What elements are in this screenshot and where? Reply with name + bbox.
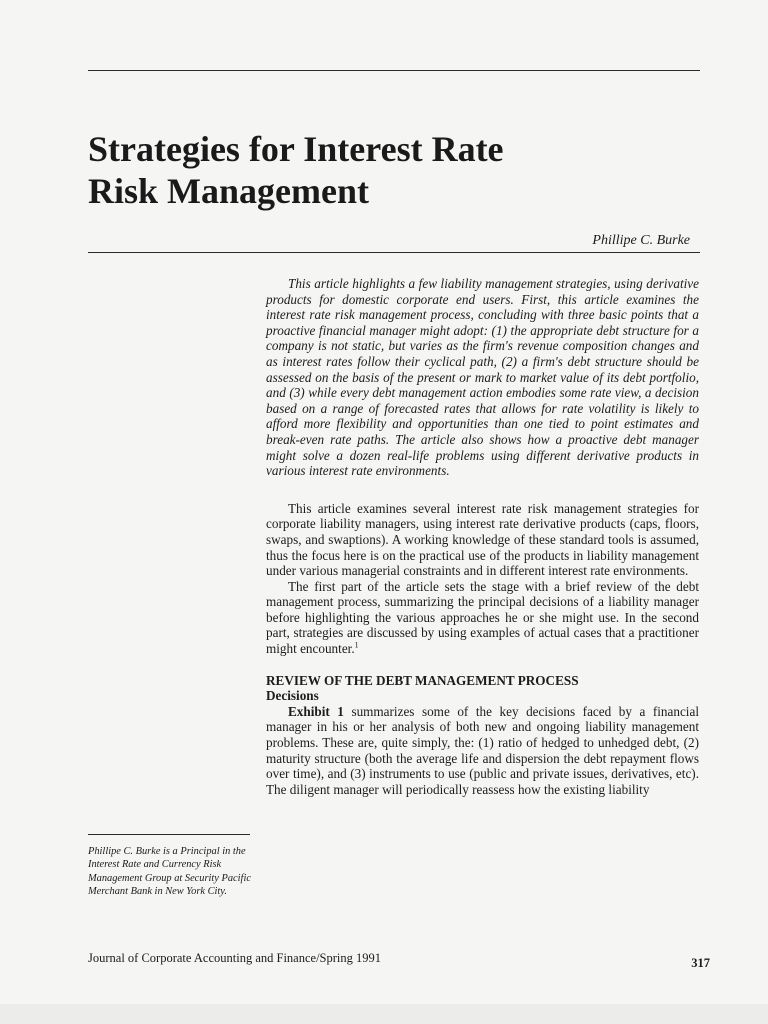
top-rule xyxy=(88,70,700,71)
main-column xyxy=(266,276,699,797)
body-paragraph-2-text: The first part of the article sets the stage with a brief review of the debt management process, summarizing the principal decisions of a liability manager before highlighting the various approaches he or she might use. In the second part, strategies are discussed by using examples of actual cases that a practitioner might encounter. xyxy=(266,578,699,657)
body-paragraph-3-text: summarizes some of the key decisions faced by a financial manager in his or her analysis of both new and ongoing liability management problems. These are, quite simply, the: (1) ratio of hedged to unhedged debt, (2) maturity structure (both the average life and dispersion the debt repayment flows over time), and (3) instruments to use (public and private issues, derivatives, etc). The diligent manager will periodically reassess how the existing liability xyxy=(266,703,699,797)
abstract: This article highlights a few liability management strategies, using derivative products for domestic corporate end users. First, this article examines the interest rate risk management process, concluding with three basic points that a proactive financial manager might adopt: (1) the appropriate debt structure for a company is not static, but varies as the firm's revenue composition changes and as interest rates follow their cyclical path, (2) a firm's debt structure should be assessed on the basis of the present or mark to market value of its debt portfolio, and (3) while every debt management action embodies some rate view, a decision based on a range of forecasted rates that allows for rate volatility is likely to afford more flexibility and opportunities than one tied to point estimates and break-even rate paths. The article also shows how a proactive debt manager might solve a dozen real-life problems using different derivative products in various interest rate environments. xyxy=(266,276,699,479)
author-byline: Phillipe C. Burke xyxy=(592,233,690,248)
article-title xyxy=(88,128,688,212)
title-rule xyxy=(88,252,700,253)
body-paragraph-2 xyxy=(266,579,699,657)
author-bio: Phillipe C. Burke is a Principal in the Interest Rate and Currency Risk Management Group at Security Pacific Merchant Bank in New York City. xyxy=(88,846,251,898)
section-heading: REVIEW OF THE DEBT MANAGEMENT PROCESS xyxy=(266,672,579,688)
sidebar-rule xyxy=(88,834,250,835)
title-line-1: Strategies for Interest Rate xyxy=(88,129,504,169)
title-line-2: Risk Management xyxy=(88,171,369,211)
subsection-heading: Decisions xyxy=(266,688,319,704)
body-paragraph-1: This article examines several interest rate risk management strategies for corporate liability managers, using interest rate derivative products (caps, floors, swaps, and swaptions). A working knowledge of these standard tools is assumed, thus the focus here is on the practical use of the products in liability management under various managerial constraints and in different interest rate environments. xyxy=(266,500,699,579)
journal-footer: Journal of Corporate Accounting and Finance/Spring 1991 xyxy=(88,951,381,965)
body-paragraph-3 xyxy=(266,704,699,798)
footnote-marker: 1 xyxy=(354,640,359,650)
exhibit-reference: Exhibit 1 xyxy=(288,703,344,719)
page-number: 317 xyxy=(691,956,710,970)
